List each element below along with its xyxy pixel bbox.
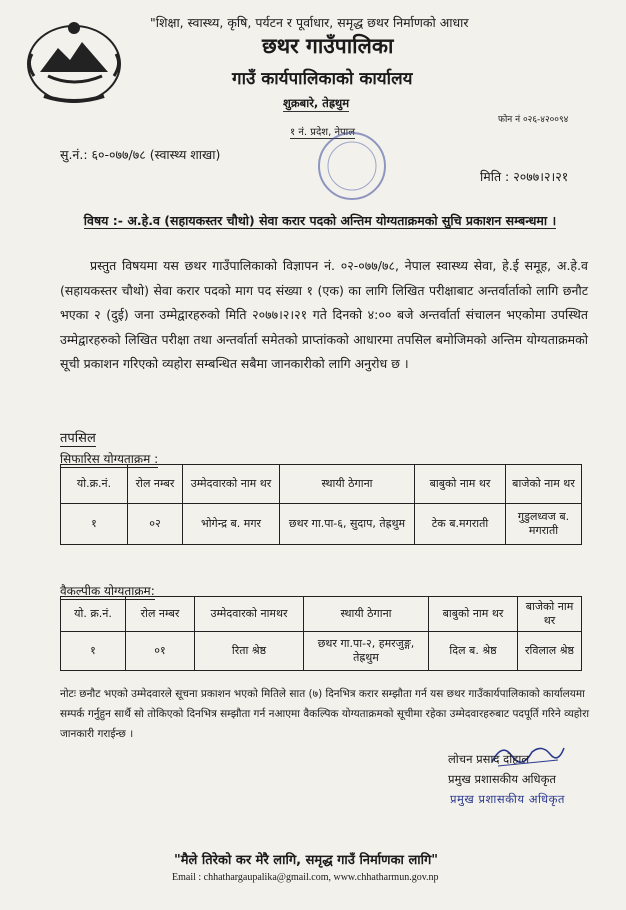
- column-header: उम्मेदवारको नामथर: [195, 597, 304, 632]
- table-cell: ०१: [126, 632, 195, 671]
- column-header: स्थायी ठेगाना: [280, 465, 415, 504]
- office-location: शुक्रबारे, तेह्रथुम: [283, 96, 350, 110]
- subject-line: [60, 210, 580, 231]
- header-motto: "शिक्षा, स्वास्थ्य, कृषि, पर्यटन र पूर्वाधार, समृद्ध छथर निर्माणको आधार: [150, 15, 469, 30]
- signer-name: लोचन प्रसाद दोहाल: [448, 752, 530, 766]
- column-header: स्थायी ठेगाना: [304, 597, 429, 632]
- office-name: गाउँ कार्यपालिकाको कार्यालय: [232, 69, 413, 89]
- office-stamp-icon: [314, 128, 390, 204]
- column-header: रोल नम्बर: [126, 597, 195, 632]
- column-header: बाजेको नाम थर: [518, 597, 582, 632]
- column-header: बाबुको नाम थर: [429, 597, 518, 632]
- note-text: नोटः छनौट भएको उम्मेदवारले सूचना प्रकाशन भएको मितिले सात (७) दिनभित्र करार सम्झौता गर्न यस छथर गाउँकार्यपालिकाको कार्यालयमा सम्पर्क गर्नुहुन सार्थै सो तोकिएको दिनभित्र सम्झौता गर्न नआएमा वैकल्पिक योग्यताक्रमको सूचीमा रहेका उम्मेदवारहरुबाट पदपूर्ति गरिने व्यहोरा जानकारी गराईन्छ ।: [60, 688, 590, 740]
- nepal-emblem-icon: [18, 14, 130, 110]
- table-cell: १: [61, 632, 126, 671]
- table-header-row: [61, 465, 582, 504]
- reference-number: सु.नं.: ६०-०७७/७८ (स्वास्थ्य शाखा): [60, 147, 221, 162]
- table-cell: रविलाल श्रेष्ठ: [518, 632, 582, 671]
- municipality-name: छथर गाउँपालिका: [262, 34, 394, 58]
- issue-date: मिति : २०७७।२।२१: [480, 169, 569, 184]
- alternate-heading: वैकल्पीक योग्यताक्रम:: [60, 584, 155, 598]
- column-header: रोल नम्बर: [128, 465, 183, 504]
- column-header: यो. क्र.नं.: [61, 597, 126, 632]
- subject-text: विषय :- अ.हे.व (सहायकस्तर चौथो) सेवा करार पदको अन्तिम योग्यताक्रमको सुचि प्रकाशन सम्बन्धमा ।: [83, 213, 557, 228]
- body-text: प्रस्तुत विषयमा यस छथर गाउँपालिकाको विज्ञापन नं. ०२-०७७/७८, नेपाल स्वास्थ्य सेवा, हे.ई समूह, अ.हे.व (सहायकस्तर चौथो) सेवा करार पदको माग पद संख्या १ (एक) का लागि लिखित परीक्षाबाट अन्तर्वार्ताको लागि छनौट भएका २ (दुई) जना उम्मेद्वारहरुको मिति २०७७।२।२१ गते दिनको ४:०० बजे अन्तर्वार्ता संचालन भएकोमा उपस्थित उम्मेद्वारहरुको लिखित परीक्षा तथा अन्तर्वार्ता समेतको प्राप्तांकको आधारमा तपसिल बमोजिमको अन्तिम योग्यताक्रमको सूची प्रकाशन गरिएको व्यहोरा सम्बन्धित सबैमा जानकारीको लागि अनुरोध छ ।: [60, 258, 588, 371]
- alternate-table: [60, 596, 582, 671]
- table-cell: ०२: [128, 504, 183, 545]
- table-cell: १: [61, 504, 128, 545]
- table-cell: छथर गा.पा-६, सुदाप, तेह्रथुम: [280, 504, 415, 545]
- column-header: बाबुको नाम थर: [415, 465, 506, 504]
- signer-title: प्रमुख प्रशासकीय अधिकृत: [448, 772, 556, 786]
- recommended-heading: सिफारिस योग्यताक्रम :: [60, 452, 159, 466]
- table-cell: टेक ब.मगराती: [415, 504, 506, 545]
- table-cell: गुडुलध्वज ब. मगराती: [506, 504, 582, 545]
- table-cell: भोगेन्द्र ब. मगर: [183, 504, 280, 545]
- column-header: यो.क्र.नं.: [61, 465, 128, 504]
- table-header-row: [61, 597, 582, 632]
- recommended-table: [60, 464, 582, 545]
- tapasil-heading: तपसिल: [60, 428, 96, 447]
- footer-contact: Email : chhathargaupalika@gmail.com, www.chhatharmun.gov.np: [172, 872, 439, 883]
- province-line: १ नं. प्रदेश, नेपाल: [290, 124, 355, 139]
- table-row: [61, 504, 582, 545]
- body-paragraph: [60, 254, 588, 377]
- column-header: उम्मेदवारको नाम थर: [183, 465, 280, 504]
- table-cell: दिल ब. श्रेष्ठ: [429, 632, 518, 671]
- phone-number: फोन नं ०२६-४२००९४: [498, 115, 569, 125]
- column-header: बाजेको नाम थर: [506, 465, 582, 504]
- table-cell: छथर गा.पा-२, हमरजुङ्ग, तेह्रथुम: [304, 632, 429, 671]
- table-row: [61, 632, 582, 671]
- signature-stamp: प्रमुख प्रशासकीय अधिकृत: [450, 792, 565, 806]
- footer-slogan: "मैले तिरेको कर मेरै लागि, समृद्ध गाउँ निर्माणका लागि": [174, 853, 439, 868]
- table-cell: रिता श्रेष्ठ: [195, 632, 304, 671]
